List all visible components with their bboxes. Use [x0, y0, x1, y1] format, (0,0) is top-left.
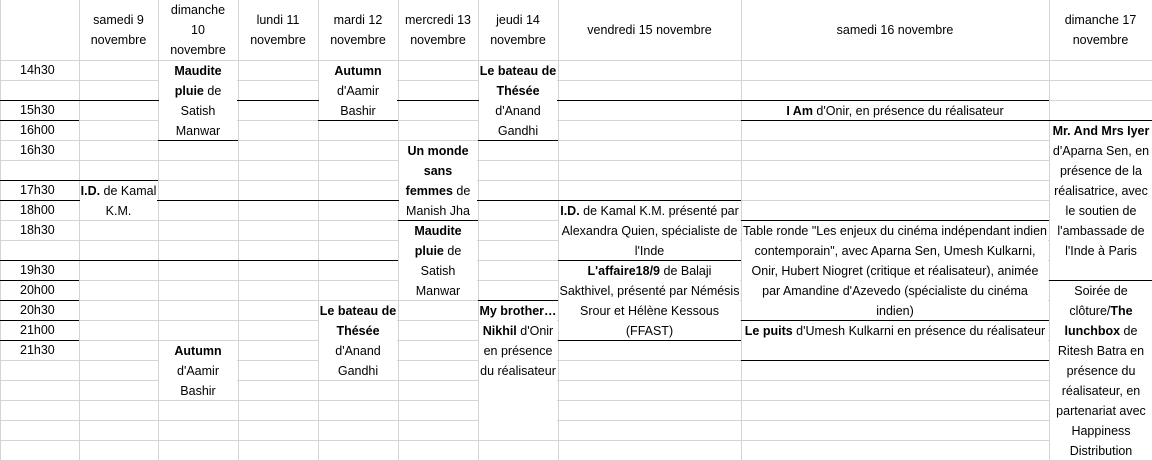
event-title: I.D. — [560, 204, 580, 218]
event-text — [1050, 281, 1152, 461]
time-label: 21h30 — [20, 343, 55, 357]
event-title: L'affaire18/9 — [587, 264, 661, 278]
time-label: 14h30 — [20, 63, 55, 77]
event-vendredi-15-id — [559, 201, 740, 259]
header-line: dimanche 17 — [1064, 13, 1137, 27]
header-line: novembre — [410, 33, 466, 47]
time-label: 18h30 — [20, 223, 55, 237]
event-mercredi-13-monde-sans-femmes — [399, 141, 477, 219]
event-title: Le puits — [744, 324, 793, 338]
event-text — [479, 301, 557, 381]
header-line: novembre — [250, 33, 306, 47]
event-text — [159, 61, 237, 141]
event-detail: d'Onir en présence du réalisateur — [480, 324, 556, 378]
header-samedi-16 — [741, 0, 1049, 60]
event-detail: d'Aamir Bashir — [177, 364, 219, 398]
event-jeudi-14-bateau — [479, 61, 557, 139]
header-dimanche-10 — [158, 0, 238, 60]
event-mardi-12-autumn — [319, 61, 397, 119]
event-text — [559, 201, 740, 261]
event-samedi-16-le-puits — [742, 321, 1048, 359]
grid-row-line — [0, 180, 1152, 181]
time-label: 15h30 — [20, 103, 55, 117]
event-title: Maudite pluie — [174, 64, 222, 98]
event-title: The lunchbox — [1064, 304, 1133, 338]
event-detail: d'Aparna Sen, en présence de la réalisatrice, avec le soutien de l'ambassade de l'Inde à Paris — [1052, 144, 1150, 258]
event-title: Autumn — [174, 344, 222, 358]
event-title: Maudite pluie — [414, 224, 462, 258]
header-line: samedi 16 novembre — [836, 23, 954, 37]
event-dimanche-10-autumn — [159, 341, 237, 399]
time-label: 18h00 — [20, 203, 55, 217]
header-line: lundi 11 — [256, 13, 300, 27]
event-title: Mr. And Mrs Iyer — [1052, 124, 1150, 138]
event-mardi-12-bateau — [319, 301, 397, 379]
header-lundi-11 — [238, 0, 318, 60]
event-detail: de Manish Jha — [406, 184, 471, 218]
event-samedi-9-id — [80, 181, 157, 219]
time-label: 17h30 — [20, 183, 55, 197]
time-label: 20h30 — [20, 303, 55, 317]
event-detail: d'Aamir Bashir — [337, 84, 379, 118]
event-text — [399, 141, 477, 221]
header-line: mercredi 13 — [405, 13, 471, 27]
time-label: 16h00 — [20, 123, 55, 137]
header-line: novembre — [490, 33, 546, 47]
header-vendredi-15 — [558, 0, 741, 60]
event-detail: d'Umesh Kulkarni en présence du réalisateur — [792, 324, 1046, 338]
event-detail: d'Onir, en présence du réalisateur — [812, 104, 1004, 118]
event-text — [559, 261, 740, 341]
event-title: Un monde sans femmes — [405, 144, 469, 198]
event-vendredi-15-affaire — [559, 261, 740, 339]
event-detail: Table ronde "Les enjeux du cinéma indépendant indien contemporain", avec Aparna Sen, Umesh Kulkarni, Onir, Hubert Niogret (critique et réalisateur), animée par Amandine d'Azevedo (spécialiste du cinéma indien) — [743, 224, 1047, 318]
event-text — [1050, 121, 1152, 261]
header-line: samedi 9 — [93, 13, 144, 27]
event-title: Autumn — [334, 64, 382, 78]
grid-row-line — [0, 420, 1152, 421]
event-text — [80, 181, 157, 221]
event-dimanche-17-lunchbox — [1050, 281, 1152, 460]
event-samedi-16-i-am — [742, 101, 1048, 119]
event-text — [319, 61, 397, 121]
header-line: novembre — [1072, 33, 1129, 47]
event-text — [399, 221, 477, 301]
event-text — [319, 301, 397, 381]
event-dimanche-10-maudite-pluie — [159, 61, 237, 139]
grid-column-line — [79, 0, 80, 460]
header-samedi-9 — [79, 0, 158, 60]
event-detail: d'Anand Gandhi — [335, 344, 381, 378]
time-label: 19h30 — [20, 263, 55, 277]
time-label: 21h00 — [20, 323, 55, 337]
event-title: My brother… Nikhil — [479, 304, 557, 338]
event-title: Le bateau de Thésée — [319, 304, 397, 338]
header-dimanche-17 — [1049, 0, 1152, 60]
event-detail: de Kamal K.M. présenté par Alexandra Quien, spécialiste de l'Inde — [561, 204, 739, 258]
header-line: novembre — [330, 33, 386, 47]
event-title: I.D. — [80, 184, 101, 198]
event-detail: de Satish Manwar — [415, 244, 462, 298]
event-title: I Am — [786, 104, 813, 118]
header-line: jeudi 14 — [496, 13, 540, 27]
header-mercredi-13 — [398, 0, 478, 60]
event-prefix: Soirée de clôture/ — [1069, 284, 1128, 318]
event-detail: de Balaji Sakthivel, présenté par Némésis Srour et Hélène Kessous (FFAST) — [559, 264, 740, 338]
event-detail: de Satish Manwar — [175, 84, 222, 138]
time-label: 20h00 — [20, 283, 55, 297]
header-line: novembre — [170, 43, 226, 57]
header-line: novembre — [90, 33, 147, 47]
event-title: Le bateau de Thésée — [479, 64, 557, 98]
event-detail: de Ritesh Batra en présence du réalisateur, en partenariat avec Happiness Distribution — [1056, 324, 1146, 458]
grid-column-line — [238, 0, 239, 460]
event-text — [479, 61, 557, 141]
event-mercredi-13-maudite-pluie — [399, 221, 477, 299]
border-line — [741, 360, 1049, 361]
header-line: 10 — [191, 23, 205, 37]
header-mardi-12 — [318, 0, 398, 60]
header-jeudi-14 — [478, 0, 558, 60]
event-text — [159, 341, 237, 401]
event-detail: d'Anand Gandhi — [495, 104, 541, 138]
event-dimanche-17-mr-mrs-iyer — [1050, 121, 1152, 279]
header-line: mardi 12 — [333, 13, 383, 27]
event-detail: de Kamal K.M. — [100, 184, 157, 218]
event-samedi-16-table-ronde — [742, 221, 1048, 319]
time-label: 16h30 — [20, 143, 55, 157]
header-line: vendredi 15 novembre — [587, 23, 712, 37]
grid-row-line — [0, 440, 1152, 441]
grid-row-line — [0, 160, 1152, 161]
header-line: dimanche — [170, 3, 226, 17]
event-text — [745, 321, 1045, 341]
event-text — [742, 221, 1048, 321]
event-jeudi-14-my-brother-nikhil — [479, 301, 557, 439]
event-text — [786, 101, 1003, 121]
